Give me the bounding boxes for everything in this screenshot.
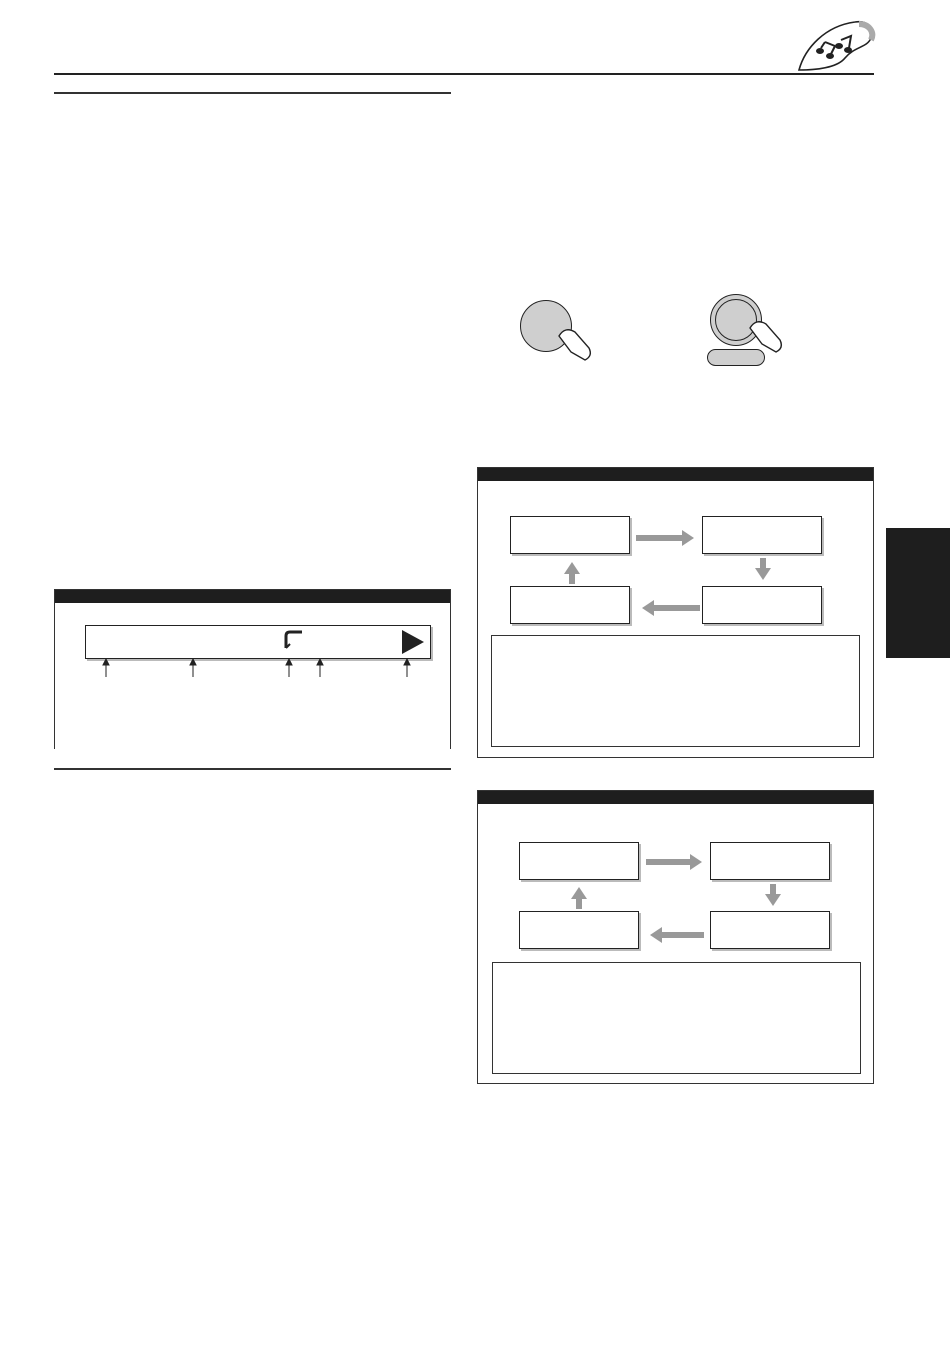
vcd-footnote [97,731,109,771]
footnote-line [97,753,109,769]
vcd-cycle-arrows [478,791,875,961]
dvd-cycle-arrows [478,468,875,638]
indicator-list-dvd [54,92,451,94]
repeat-icon [284,628,306,650]
play-icon [400,629,426,655]
callout-arrows [55,659,452,721]
music-notes-logo-icon [795,18,877,72]
dvd-legend [491,635,860,747]
time-label-pill [707,349,765,366]
dvd-panel [477,467,874,758]
vcd-display-bar [85,625,431,659]
language-tab [886,528,950,658]
finger-press-icon [555,326,595,362]
vcd-legend [492,962,861,1074]
header-rule [54,73,874,75]
vcd-panel-left [54,589,451,749]
indicator-list-vcd [54,768,451,770]
vcd-panel-right [477,790,874,1084]
vcd-display-diagram [55,603,450,749]
vcd-panel-header [55,590,450,603]
